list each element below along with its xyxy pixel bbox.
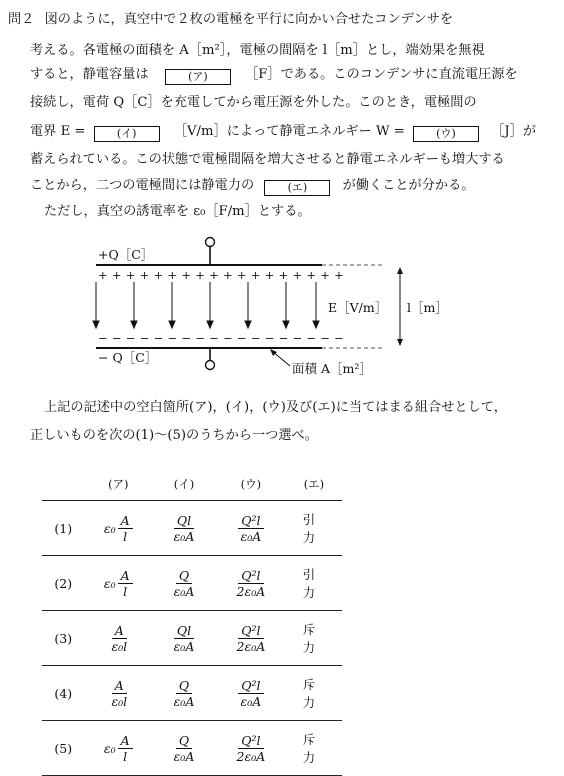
cell-a: ε₀ $\frac{A}{l}$ [85, 721, 152, 776]
question-line-8: ただし，真空の誘電率を ε₀［F/m］とする。 [44, 204, 311, 219]
question-text-1: 図のように，真空中で２枚の電極を平行に向かい合せたコンデンサを [44, 12, 454, 27]
field-label: E［V/m］ [328, 300, 388, 315]
question-line-3 [30, 67, 518, 85]
cell-i: $\frac{Q}{\text{ε₀A}}$ [152, 721, 216, 776]
bottom-terminal-icon [206, 361, 215, 370]
cell-e: 斥 力 [286, 611, 342, 666]
blank-a: (ア) [165, 69, 231, 85]
cell-a: ε₀ $\frac{A}{l}$ [85, 501, 152, 556]
cell-u: $\frac{\text{Q²l}}{\text{2ε₀A}}$ [216, 556, 286, 611]
gap-label: l［m］ [407, 300, 448, 315]
field-arrows [93, 282, 319, 328]
cell-i: $\frac{Q}{\text{ε₀A}}$ [152, 556, 216, 611]
option-number: (3) [42, 611, 85, 666]
table-row [42, 666, 342, 721]
table-header-row [42, 468, 342, 501]
top-charge-label: +Q［C］ [98, 247, 154, 262]
option-number: (2) [42, 556, 85, 611]
area-label: 面積 A［m²］ [292, 361, 372, 376]
question-number: 問２ [8, 12, 35, 27]
positive-charges: + + + + + + + + + + + + + + + + + + [98, 268, 345, 282]
cell-i: $\frac{Ql}{\text{ε₀A}}$ [152, 501, 216, 556]
gap-arrow-down-icon [397, 339, 403, 346]
cell-e: 引 力 [286, 501, 342, 556]
cell-u: $\frac{\text{Q²l}}{\text{ε₀A}}$ [216, 501, 286, 556]
option-number: (4) [42, 666, 85, 721]
table-row [42, 501, 342, 556]
table-row [42, 611, 342, 666]
question-text-5c: ［J］が [491, 124, 537, 139]
cell-u: $\frac{\text{Q²l}}{\text{2ε₀A}}$ [216, 721, 286, 776]
blank-i: (イ) [94, 126, 160, 142]
negative-charges: − − − − − − − − − − − − − − − − − − [98, 331, 345, 345]
area-pointer-arrow-icon [270, 349, 277, 356]
table-row [42, 721, 342, 776]
cell-a: ε₀ $\frac{A}{l}$ [85, 556, 152, 611]
cell-e: 斥 力 [286, 721, 342, 776]
blank-u: (ウ) [413, 126, 479, 142]
header-e: (エ) [286, 468, 342, 501]
instruction-line-2: 正しいものを次の(1)～(5)のうちから一つ選べ。 [30, 428, 318, 443]
option-number: (5) [42, 721, 85, 776]
question-text-7a: ことから，二つの電極間には静電力の [30, 178, 255, 193]
cell-i: $\frac{Q}{\text{ε₀A}}$ [152, 666, 216, 721]
gap-arrow-up-icon [397, 267, 403, 274]
question-text-5a: 電界 E = [30, 124, 86, 139]
question-text-3a: すると，静電容量は [30, 67, 149, 82]
header-u: (ウ) [216, 468, 286, 501]
question-line-1 [8, 12, 453, 28]
question-line-6: 蓄えられている。この状態で電極間隔を増大させると静電エネルギーも増大する [30, 152, 505, 167]
header-number [42, 468, 85, 501]
question-line-4: 接続し，電荷 Q［C］を充電してから電圧源を外した。このとき，電極間の [30, 95, 477, 110]
header-a: (ア) [85, 468, 152, 501]
question-line-7 [30, 178, 474, 196]
question-text-5b: ［V/m］によって静電エネルギー W = [173, 124, 405, 139]
question-line-5 [30, 124, 536, 142]
question-line-2: 考える。各電極の面積を A［m²］，電極の間隔を l［m］とし，端効果を無視 [30, 43, 485, 58]
table-row [42, 556, 342, 611]
bottom-charge-label: − Q［C］ [98, 350, 158, 365]
question-text-7b: が働くことが分かる。 [342, 178, 475, 193]
instruction-line-1: 上記の記述中の空白箇所(ア)，(イ)，(ウ)及び(エ)に当てはまる組合せとして， [44, 400, 507, 415]
option-number: (1) [42, 501, 85, 556]
capacitor-diagram [84, 232, 464, 382]
question-text-3b: ［F］である。このコンデンサに直流電圧源を [245, 67, 518, 82]
cell-a: $\frac{A}{\text{ε₀l}}$ [85, 666, 152, 721]
choice-table [42, 468, 342, 776]
cell-a: $\frac{A}{\text{ε₀l}}$ [85, 611, 152, 666]
header-i: (イ) [152, 468, 216, 501]
cell-u: $\frac{\text{Q²l}}{\text{2ε₀A}}$ [216, 611, 286, 666]
top-terminal-icon [206, 238, 215, 247]
cell-e: 引 力 [286, 556, 342, 611]
cell-i: $\frac{Ql}{\text{ε₀A}}$ [152, 611, 216, 666]
blank-e: (エ) [264, 180, 330, 196]
cell-u: $\frac{\text{Q²l}}{\text{ε₀A}}$ [216, 666, 286, 721]
cell-e: 斥 力 [286, 666, 342, 721]
